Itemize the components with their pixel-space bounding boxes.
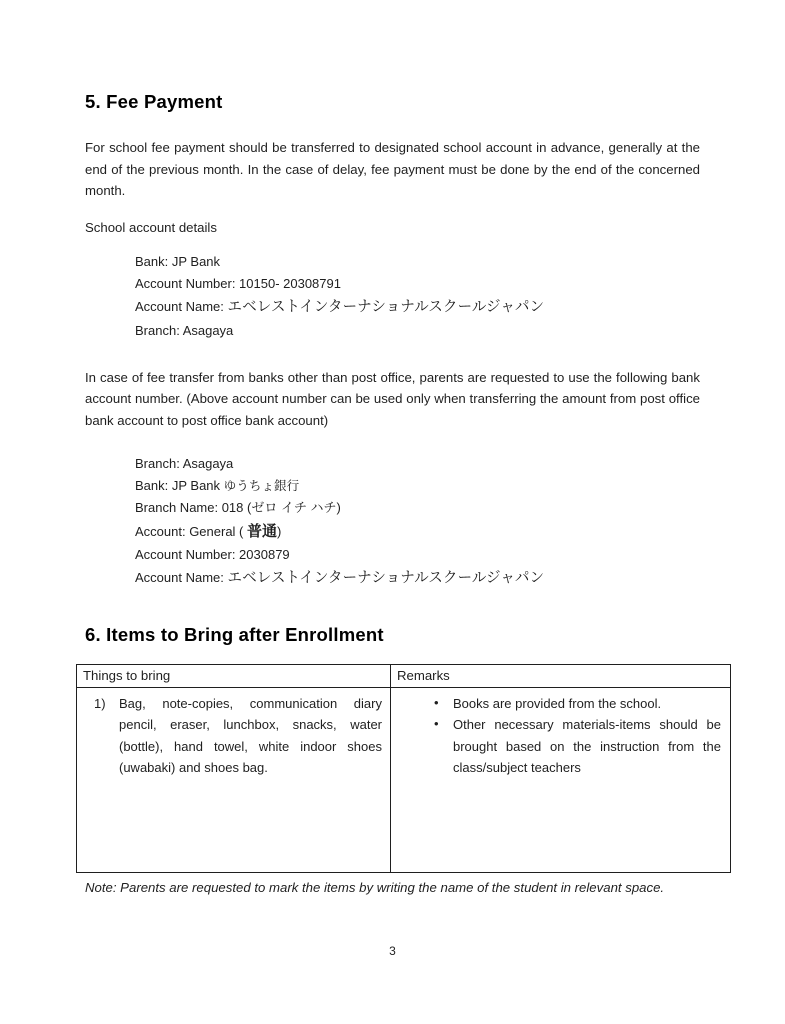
items-to-bring-table <box>76 664 731 873</box>
remarks-column-header: Remarks <box>391 665 731 688</box>
school-account-details-label: School account details <box>85 219 217 235</box>
marking-note: Note: Parents are requested to mark the items by writing the name of the student in relevant space. <box>85 880 665 895</box>
table-body-row <box>77 688 731 873</box>
bank-account-bank-label: Bank: JP Bank <box>135 477 224 493</box>
bank-account-name <box>135 565 700 591</box>
post-account-name-japanese: エベレストインターナショナルスクールジャパン <box>227 299 545 315</box>
remarks-bullet-text: Other necessary materials-items should be brought based on the instruction from the class/subject teachers <box>453 717 721 775</box>
bank-account-type-label: Account: General ( <box>135 523 247 539</box>
fee-payment-intro-paragraph: For school fee payment should be transferred to designated school account in advance, generally at the end of the previous month. In the case of delay, fee payment must be done by the end of the concerned month. <box>85 140 700 198</box>
table-header-row <box>77 665 731 688</box>
bank-account-type <box>135 519 700 544</box>
transfer-note-paragraph: In case of fee transfer from banks other than post office, parents are requested to use the following bank account number. (Above account number can be used only when transferring the amount from post office bank account to post office bank account) <box>85 369 700 428</box>
remarks-bullet-text: Books are provided from the school. <box>453 696 662 711</box>
things-to-bring-column-header: Things to bring <box>77 665 391 688</box>
things-to-bring-cell <box>77 688 391 873</box>
post-account-name <box>135 294 700 320</box>
bank-account-block <box>135 453 700 591</box>
things-list-item <box>77 693 382 778</box>
bank-account-type-close-paren: ) <box>277 523 282 539</box>
bank-account-branch-name: Branch Name: 018 (ゼロ イチ ハチ) <box>135 500 341 515</box>
post-account-bank: Bank: JP Bank <box>135 254 221 269</box>
bank-account-bank-japanese: ゆうちょ銀行 <box>223 478 300 493</box>
remarks-bullet-item <box>391 693 730 714</box>
remarks-bullet-item <box>391 714 730 778</box>
bullet-icon: • <box>434 716 439 732</box>
post-account-number: Account Number: 10150- 20308791 <box>135 275 341 291</box>
bank-account-type-japanese: 普通 <box>247 522 278 540</box>
post-account-branch: Branch: Asagaya <box>135 323 234 338</box>
section-5-heading: 5. Fee Payment <box>85 91 223 112</box>
section-6-heading: 6. Items to Bring after Enrollment <box>85 624 384 645</box>
bank-account-bank <box>135 475 700 498</box>
page-number: 3 <box>389 944 396 958</box>
list-item-text: Bag, note-copies, communication diary pencil, eraser, lunchbox, snacks, water (bottle), hand towel, white indoor shoes (uwabaki) and shoes bag. <box>119 696 382 775</box>
bullet-icon: • <box>434 695 439 710</box>
remarks-bullet-list <box>391 693 730 778</box>
bank-account-number: Account Number: 2030879 <box>135 546 290 562</box>
bank-account-name-label: Account Name: <box>135 570 228 585</box>
list-item-number: 1) <box>94 696 106 711</box>
bank-account-name-japanese: エベレストインターナショナルスクールジャパン <box>227 570 545 586</box>
bank-account-branch: Branch: Asagaya <box>135 456 234 471</box>
page-content <box>83 0 721 913</box>
post-office-account-block <box>135 251 700 342</box>
remarks-cell <box>391 688 731 873</box>
post-account-name-label: Account Name: <box>135 299 228 314</box>
